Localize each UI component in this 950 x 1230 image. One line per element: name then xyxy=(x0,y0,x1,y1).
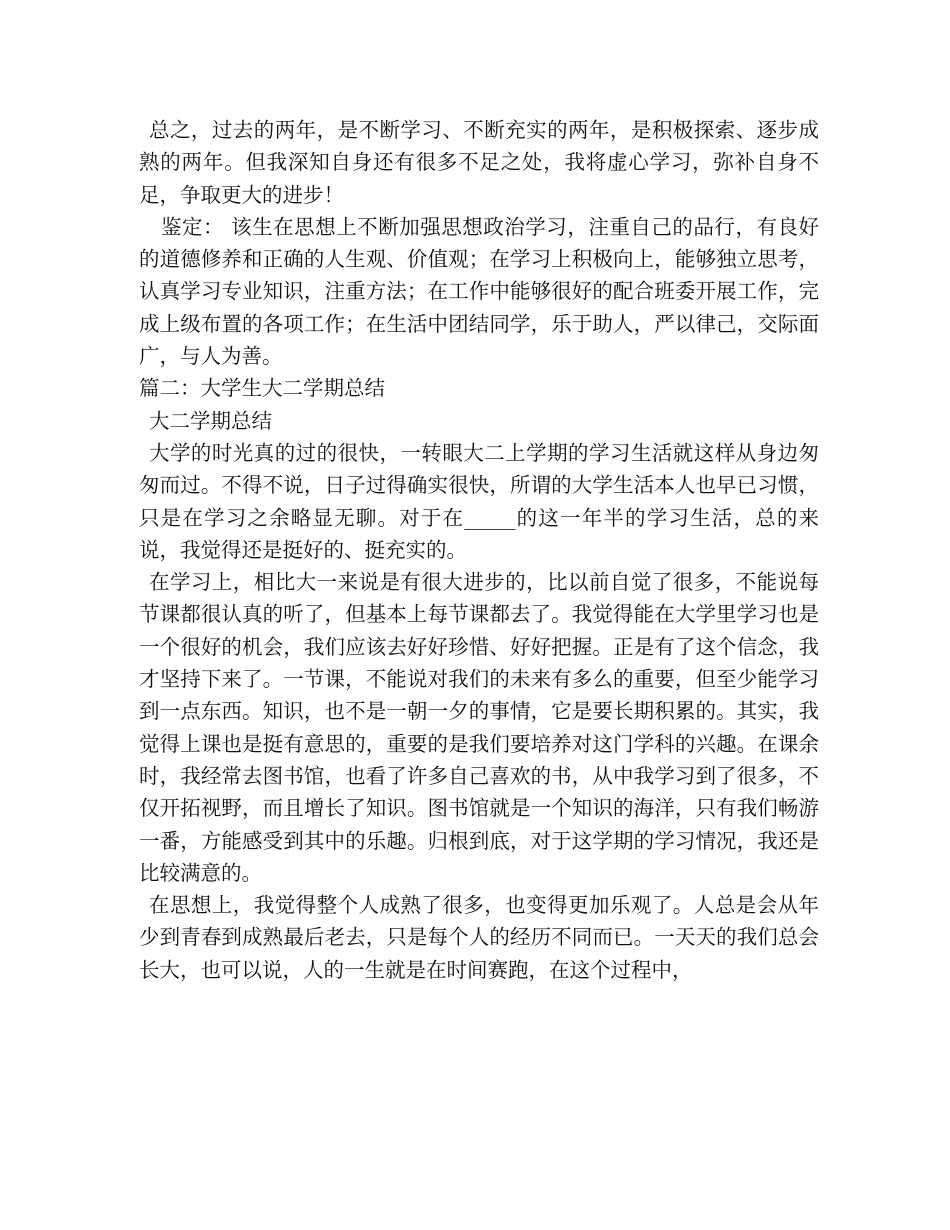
paragraph-appraisal: 鉴定： 该生在思想上不断加强思想政治学习，注重自己的品行，有良好的道德修养和正确的人生观、价值观；在学习上积极向上，能够独立思考，认真学习专业知识，注重方法；在工作中能够很好的配合班委开展工作，完成上级布置的各项工作；在生活中团结同学，乐于助人，严以律己，交际面广，与人为善。 xyxy=(139,214,819,369)
section-subtitle: 大二学期总结 xyxy=(149,408,272,433)
paragraph-intro: 大学的时光真的过的很快，一转眼大二上学期的学习生活就这样从身边匆匆而过。不得不说，日子过得确实很快，所谓的大学生活本人也早已习惯，只是在学习之余略显无聊。对于在_____的这一年半的学习生活，总的来说，我觉得还是挺好的、挺充实的。 xyxy=(139,440,819,562)
paragraph-study: 在学习上，相比大一来说是有很大进步的，比以前自觉了很多，不能说每节课都很认真的听了，但基本上每节课都去了。我觉得能在大学里学习也是一个很好的机会，我们应该去好好珍惜、好好把握。正是有了这个信念，我才坚持下来了。一节课，不能说对我们的未来有多么的重要，但至少能学习到一点东西。知识，也不是一朝一夕的事情，它是要长期积累的。其实，我觉得上课也是挺有意思的，重要的是我们要培养对这门学科的兴趣。在课余时，我经常去图书馆，也看了许多自己喜欢的书，从中我学习到了很多，不仅开拓视野，而且增长了知识。图书馆就是一个知识的海洋，只有我们畅游一番，方能感受到其中的乐趣。归根到底，对于这学期的学习情况，我还是比较满意的。 xyxy=(139,570,819,885)
document-body xyxy=(139,114,819,986)
paragraph-thought: 在思想上，我觉得整个人成熟了很多，也变得更加乐观了。人总是会从年少到青春到成熟最后老去，只是每个人的经历不同而已。一天天的我们总会长大，也可以说，人的一生就是在时间赛跑，在这个过程中， xyxy=(139,893,819,982)
section-heading: 篇二：大学生大二学期总结 xyxy=(139,376,385,401)
paragraph-summary: 总之，过去的两年，是不断学习、不断充实的两年，是积极探索、逐步成熟的两年。但我深知自身还有很多不足之处，我将虚心学习，弥补自身不足，争取更大的进步！ xyxy=(139,118,819,207)
